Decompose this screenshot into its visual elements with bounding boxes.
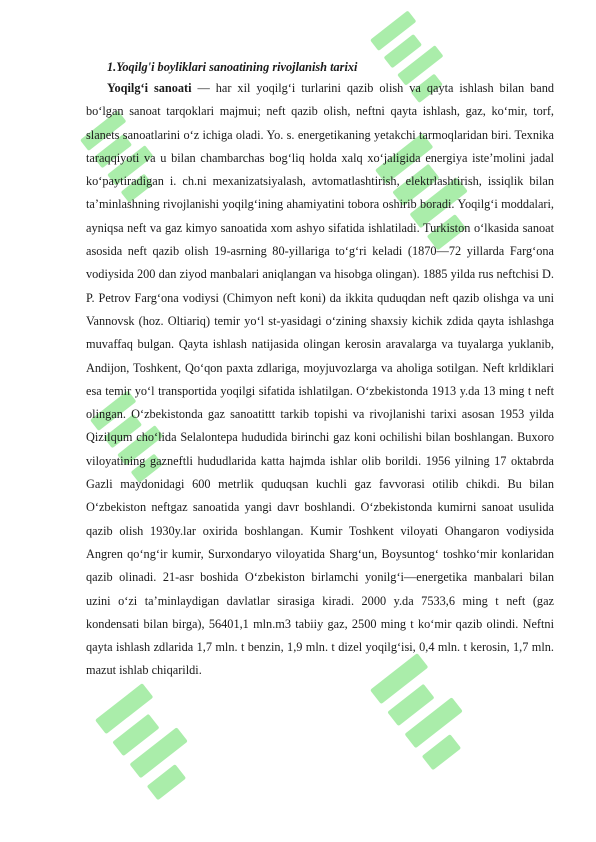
term-label: Yoqilg‘i sanoati: [107, 81, 192, 95]
section-heading: 1.Yoqilg'i boyliklari sanoatining rivojlanish tarixi: [107, 60, 358, 74]
paragraph-text: — har xil yoqilg‘i turlarini qazib olish va qayta ishlash bilan band bo‘lgan sanoat tarqoklari majmui; neft qazib olish, neftni qayta ishlash, gaz, ko‘mir, torf, slanets sanoatlarini o‘z ichiga oladi. Yo. s. energetikaning yetakchi tarmoqlaridan biri. Texnika taraqqiyoti va u bilan chambarchas bog‘liq holda xalq xo‘jaligida energiya iste’molini jadal ko‘paytiradigan i. ch.ni mexanizatsiyalash, avtomatlashtirish, elektrlashtirish, issiqlik bilan ta’minlashning rivojlanishi yoqilg‘ining ahamiyatini tobora oshirib boradi. Yoqilg‘i moddalari, ayniqsa neft va gaz kimyo sanoatida xom ashyo sifatida ishlatiladi. Turkiston o‘lkasida sanoat asosida neft qazib olish 19-asrning 80-yillariga to‘g‘ri keladi (1870—72 yillarda Farg‘ona vodiysida 200 dan ziyod manbalari aniqlangan va hisobga olingan). 1885 yilda rus neftchisi D. P. Petrov Farg‘ona vodiysi (Chimyon neft koni) da ikkita quduqdan neft qazib olishga va uni Vannovsk (hoz. Oltiariq) temir yo‘l st-yasidagi o‘zining shaxsiy kichik zdida qayta ishlashga muvaffaq bulgan. Qayta ishlash natijasida olingan kerosin aravalarga va tuyalarga yuklanib, Andijon, Toshkent, Qo‘qon paxta zdlariga, moyjuvozlarga va aholiga sotilgan. Neft krldiklari esa temir yo‘l transportida yoqilgi sifatida ishlatilgan. O‘zbekistonda 1913 y.da 13 ming t neft olingan. O‘zbekistonda gaz sanoatittt tarkib topishi va rivojlanishi tarixi asosan 1953 yilda Qizilqum cho‘lida Selalontepa hududida birinchi gaz koni ochilishi bilan boshlangan. Buxoro viloyatining gazneftli hududlarida katta hajmda ishlar olib borildi. 1956 yilning 17 oktabrda Gazli maydonidagi 600 metrlik quduqsan kuchli gaz favvorasi otilib chikdi. Bu bilan O‘zbekiston neftgaz sanoatida yangi davr boshlandi. O‘zbekistonda kumirni sanoat usulida qazib olish 1930y.lar oxirida boshlangan. Kumir Toshkent viloyati Ohangaron vodiysida Angren qo‘ng‘ir kumir, Surxondaryo viloyatida Sharg‘un, Boysuntog‘ toshko‘mir konlaridan qazib olinadi. 21-asr boshida O‘zbekiston birlamchi yonilg‘i—energetika manbalari bilan uzini o‘zi ta’minlaydigan davlatlar sirasiga kiradi. 2000 y.da 7533,6 ming t neft (gaz kondensati bilan birga), 56401,1 mln.m3 tabiiy gaz, 2500 ming t ko‘mir qazib olindi. Neftni qayta ishlash zdlarida 1,7 mln. t benzin, 1,9 mln. t dizel yoqilg‘isi, 0,4 mln. t kerosin, 1,7 mln. mazut ishlab chiqarildi.: [86, 81, 554, 678]
document-body: [86, 57, 554, 683]
watermark-mark: [95, 683, 205, 800]
body-paragraph: [86, 77, 554, 683]
